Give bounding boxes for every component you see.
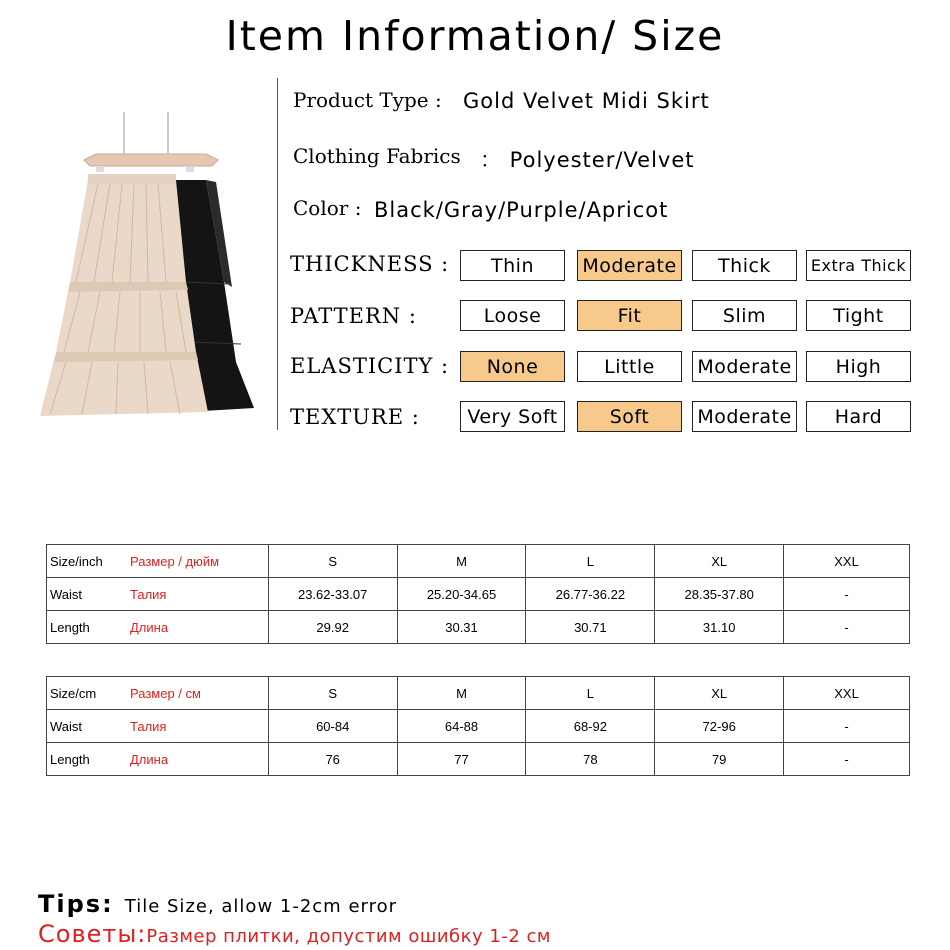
row-label-cell xyxy=(47,677,269,710)
product-type-label: Product Type : xyxy=(293,88,442,112)
elasticity-option: High xyxy=(806,351,911,382)
pattern-option: Fit xyxy=(577,300,682,331)
table-cell: 30.71 xyxy=(526,611,655,644)
fabric-value: ： Polyester/Velvet xyxy=(480,148,695,172)
thickness-option: Moderate xyxy=(577,250,682,281)
table-cell: 28.35-37.80 xyxy=(655,578,784,611)
table-cell: 76 xyxy=(268,743,397,776)
product-type-value: Gold Velvet Midi Skirt xyxy=(463,89,710,113)
product-image xyxy=(36,112,258,422)
row-label-cell xyxy=(47,710,269,743)
row-label-ru: Длина xyxy=(130,751,169,767)
table-cell: 25.20-34.65 xyxy=(397,578,526,611)
row-label-cell xyxy=(47,611,269,644)
size-header-cell: XL xyxy=(655,677,784,710)
size-header-cell: M xyxy=(397,545,526,578)
table-cell: 29.92 xyxy=(268,611,397,644)
size-table-inch xyxy=(46,544,910,644)
table-cell: 26.77-36.22 xyxy=(526,578,655,611)
table-header-row xyxy=(47,677,910,710)
tips-text: Tile Size, allow 1-2cm error xyxy=(124,896,398,917)
table-cell: - xyxy=(784,710,910,743)
pattern-option: Loose xyxy=(460,300,565,331)
row-label-ru: Размер / дюйм xyxy=(130,553,220,569)
size-header-cell: S xyxy=(268,677,397,710)
pattern-option: Slim xyxy=(692,300,797,331)
table-header-row xyxy=(47,545,910,578)
pattern-option: Tight xyxy=(806,300,911,331)
texture-option: Very Soft xyxy=(460,401,565,432)
size-header-cell: XXL xyxy=(784,545,910,578)
pattern-label: PATTERN : xyxy=(290,304,417,328)
thickness-label: THICKNESS : xyxy=(290,252,450,276)
table-cell: 60-84 xyxy=(268,710,397,743)
tips-en xyxy=(38,890,397,918)
table-cell: 72-96 xyxy=(655,710,784,743)
table-row xyxy=(47,743,910,776)
size-header-cell: L xyxy=(526,677,655,710)
tips-heading: Tips: xyxy=(38,890,114,918)
row-label-cell xyxy=(47,545,269,578)
elasticity-label: ELASTICITY : xyxy=(290,354,450,378)
row-label-en: Size/inch xyxy=(50,553,103,569)
table-cell: - xyxy=(784,743,910,776)
color-value: Black/Gray/Purple/Apricot xyxy=(374,198,669,222)
texture-option: Soft xyxy=(577,401,682,432)
table-row xyxy=(47,710,910,743)
elasticity-option: None xyxy=(460,351,565,382)
row-label-cell xyxy=(47,578,269,611)
table-cell: 77 xyxy=(397,743,526,776)
color-label: Color : xyxy=(293,196,362,220)
table-cell: 64-88 xyxy=(397,710,526,743)
page-title: Item Information/ Size xyxy=(225,12,725,60)
row-label-en: Length xyxy=(50,619,90,635)
tips-heading-ru: Советы: xyxy=(38,920,147,948)
size-header-cell: L xyxy=(526,545,655,578)
table-row xyxy=(47,578,910,611)
tips-text-ru: Размер плитки, допустим ошибку 1-2 см xyxy=(146,926,551,947)
size-header-cell: XL xyxy=(655,545,784,578)
skirt-image xyxy=(36,112,258,422)
table-cell: - xyxy=(784,578,910,611)
size-header-cell: XXL xyxy=(784,677,910,710)
row-label-cell xyxy=(47,743,269,776)
row-label-en: Length xyxy=(50,751,90,767)
row-label-en: Size/cm xyxy=(50,685,97,701)
thickness-option: Thick xyxy=(692,250,797,281)
table-row xyxy=(47,611,910,644)
table-cell: 31.10 xyxy=(655,611,784,644)
row-label-ru: Талия xyxy=(130,718,167,734)
thickness-option: Extra Thick xyxy=(806,250,911,281)
table-cell: 79 xyxy=(655,743,784,776)
row-label-ru: Размер / см xyxy=(130,685,201,701)
row-label-ru: Талия xyxy=(130,586,167,602)
table-cell: 68-92 xyxy=(526,710,655,743)
size-header-cell: S xyxy=(268,545,397,578)
row-label-ru: Длина xyxy=(130,619,169,635)
texture-label: TEXTURE : xyxy=(290,405,420,429)
thickness-option: Thin xyxy=(460,250,565,281)
row-label-en: Waist xyxy=(50,718,83,734)
size-header-cell: M xyxy=(397,677,526,710)
row-label-en: Waist xyxy=(50,586,83,602)
table-cell: - xyxy=(784,611,910,644)
texture-option: Moderate xyxy=(692,401,797,432)
table-cell: 30.31 xyxy=(397,611,526,644)
divider xyxy=(277,78,278,430)
elasticity-option: Little xyxy=(577,351,682,382)
table-cell: 78 xyxy=(526,743,655,776)
table-cell: 23.62-33.07 xyxy=(268,578,397,611)
texture-option: Hard xyxy=(806,401,911,432)
tips-ru xyxy=(38,920,551,948)
size-table-cm xyxy=(46,676,910,776)
elasticity-option: Moderate xyxy=(692,351,797,382)
fabric-label: Clothing Fabrics xyxy=(293,144,461,168)
